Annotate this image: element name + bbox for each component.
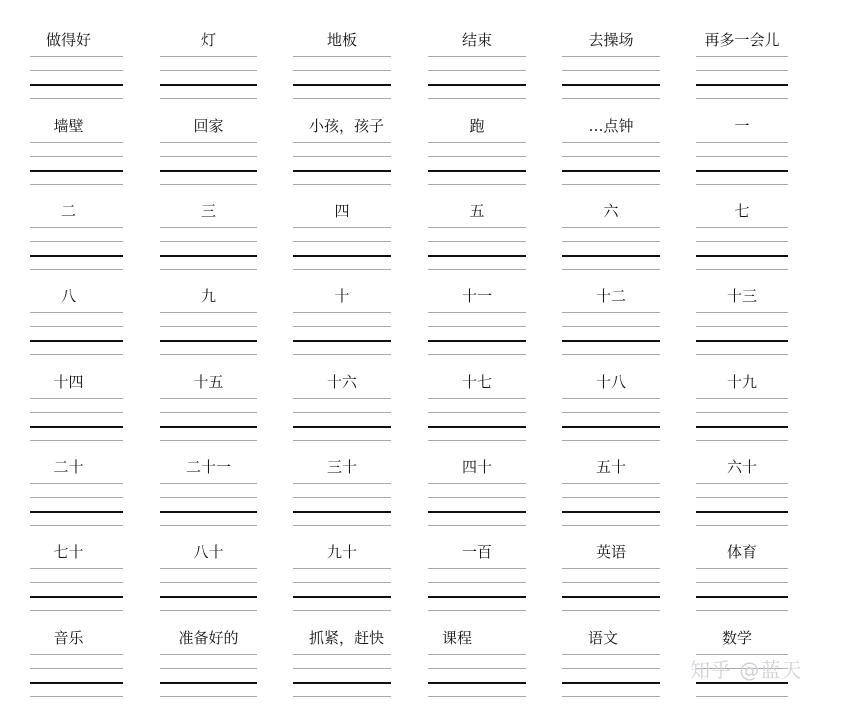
- vocab-word: 一: [734, 117, 750, 135]
- writing-line: [696, 582, 788, 583]
- vocab-cell: [696, 266, 788, 342]
- writing-line: [696, 312, 788, 313]
- writing-line: [30, 241, 123, 242]
- writing-line: [428, 170, 526, 172]
- vocab-cell: [293, 608, 391, 684]
- writing-line: [293, 56, 391, 57]
- writing-lines: [293, 398, 391, 442]
- writing-line: [562, 497, 660, 498]
- writing-line: [562, 326, 660, 327]
- writing-line: [293, 398, 391, 399]
- writing-line: [160, 682, 257, 684]
- vocab-word: 九十: [326, 543, 357, 561]
- writing-line: [30, 511, 123, 513]
- vocab-word: 二: [60, 202, 76, 220]
- writing-lines: [293, 312, 391, 356]
- writing-line: [293, 326, 391, 327]
- writing-line: [30, 255, 123, 257]
- writing-line: [428, 497, 526, 498]
- writing-line: [293, 255, 391, 257]
- writing-line: [428, 668, 526, 669]
- writing-line: [293, 70, 391, 71]
- writing-line: [696, 227, 788, 228]
- writing-lines: [696, 483, 788, 527]
- vocab-word: 十四: [53, 373, 84, 391]
- writing-lines: [562, 56, 660, 100]
- vocab-word: 数学: [722, 629, 753, 647]
- vocab-cell: [696, 437, 788, 513]
- writing-line: [696, 483, 788, 484]
- writing-line: [160, 696, 257, 697]
- vocab-word: 十六: [326, 373, 357, 391]
- vocab-cell: [696, 181, 788, 257]
- writing-line: [30, 312, 123, 313]
- writing-line: [293, 84, 391, 86]
- writing-line: [293, 227, 391, 228]
- writing-line: [30, 70, 123, 71]
- writing-lines: [160, 654, 257, 698]
- writing-line: [696, 497, 788, 498]
- writing-line: [428, 142, 526, 143]
- writing-lines: [160, 227, 257, 271]
- writing-lines: [30, 398, 123, 442]
- writing-line: [30, 56, 123, 57]
- writing-line: [428, 483, 526, 484]
- writing-lines: [562, 142, 660, 186]
- vocab-cell: [30, 96, 123, 172]
- writing-line: [30, 227, 123, 228]
- writing-line: [562, 398, 660, 399]
- writing-line: [696, 241, 788, 242]
- vocab-word: 结束: [461, 31, 492, 49]
- writing-line: [562, 582, 660, 583]
- writing-line: [562, 170, 660, 172]
- writing-lines: [160, 568, 257, 612]
- writing-lines: [293, 142, 391, 186]
- writing-lines: [293, 568, 391, 612]
- vocab-word: 英语: [595, 543, 626, 561]
- vocab-cell: [160, 96, 257, 172]
- writing-lines: [696, 142, 788, 186]
- writing-line: [293, 142, 391, 143]
- writing-line: [562, 255, 660, 257]
- writing-line: [160, 426, 257, 428]
- writing-lines: [428, 56, 526, 100]
- writing-lines: [428, 654, 526, 698]
- vocab-cell: [428, 352, 526, 428]
- vocab-word: 再多一会儿: [704, 31, 780, 49]
- vocab-word: 五: [469, 202, 485, 220]
- vocab-cell: [293, 266, 391, 342]
- vocab-cell: [293, 181, 391, 257]
- writing-lines: [562, 483, 660, 527]
- vocab-word: 墙壁: [53, 117, 84, 135]
- writing-line: [562, 340, 660, 342]
- writing-line: [562, 241, 660, 242]
- vocab-word: 课程: [442, 629, 473, 647]
- vocab-word: 小孩，孩子: [309, 117, 385, 135]
- writing-line: [30, 142, 123, 143]
- writing-line: [428, 84, 526, 86]
- writing-line: [562, 70, 660, 71]
- vocab-cell: [696, 522, 788, 598]
- writing-line: [428, 227, 526, 228]
- writing-line: [696, 326, 788, 327]
- writing-lines: [696, 398, 788, 442]
- vocab-word: 二十一: [185, 458, 231, 476]
- vocab-cell: [562, 352, 660, 428]
- writing-line: [30, 497, 123, 498]
- writing-line: [293, 156, 391, 157]
- vocab-word: 十一: [461, 287, 492, 305]
- writing-lines: [428, 568, 526, 612]
- vocab-cell: [293, 352, 391, 428]
- vocab-word: 回家: [193, 117, 224, 135]
- writing-line: [293, 312, 391, 313]
- writing-lines: [30, 568, 123, 612]
- writing-line: [293, 682, 391, 684]
- vocab-cell: [30, 437, 123, 513]
- writing-line: [696, 426, 788, 428]
- writing-line: [160, 56, 257, 57]
- writing-line: [30, 696, 123, 697]
- vocab-cell: [562, 437, 660, 513]
- writing-line: [160, 668, 257, 669]
- writing-line: [30, 682, 123, 684]
- writing-line: [562, 84, 660, 86]
- writing-line: [160, 497, 257, 498]
- writing-lines: [428, 483, 526, 527]
- writing-line: [428, 241, 526, 242]
- writing-line: [562, 412, 660, 413]
- writing-line: [160, 142, 257, 143]
- writing-lines: [428, 312, 526, 356]
- writing-line: [562, 227, 660, 228]
- writing-line: [562, 668, 660, 669]
- writing-line: [562, 682, 660, 684]
- writing-line: [160, 255, 257, 257]
- writing-line: [293, 241, 391, 242]
- vocab-cell: [30, 522, 123, 598]
- vocab-cell: [160, 352, 257, 428]
- vocab-word: 十: [334, 287, 350, 305]
- writing-line: [696, 255, 788, 257]
- writing-line: [562, 156, 660, 157]
- writing-lines: [428, 227, 526, 271]
- writing-line: [293, 340, 391, 342]
- writing-line: [160, 312, 257, 313]
- writing-line: [160, 596, 257, 598]
- writing-lines: [293, 227, 391, 271]
- vocab-word: 去操场: [588, 31, 634, 49]
- vocab-cell: [428, 608, 526, 684]
- writing-line: [160, 483, 257, 484]
- writing-line: [160, 340, 257, 342]
- vocab-cell: [428, 181, 526, 257]
- writing-line: [428, 696, 526, 697]
- writing-line: [696, 56, 788, 57]
- writing-lines: [293, 654, 391, 698]
- vocab-cell: [293, 437, 391, 513]
- writing-line: [562, 56, 660, 57]
- writing-line: [293, 596, 391, 598]
- vocab-cell: [428, 522, 526, 598]
- writing-line: [160, 568, 257, 569]
- vocab-cell: [562, 266, 660, 342]
- writing-line: [30, 568, 123, 569]
- writing-line: [293, 497, 391, 498]
- vocab-word: 七十: [53, 543, 84, 561]
- writing-line: [30, 668, 123, 669]
- writing-line: [293, 170, 391, 172]
- writing-line: [696, 696, 788, 697]
- writing-line: [160, 412, 257, 413]
- vocab-word: 六十: [726, 458, 757, 476]
- vocab-cell: [30, 10, 123, 86]
- writing-line: [428, 511, 526, 513]
- vocab-word: 十八: [595, 373, 626, 391]
- writing-lines: [30, 227, 123, 271]
- writing-line: [696, 84, 788, 86]
- vocab-word: 灯: [200, 31, 216, 49]
- writing-line: [696, 568, 788, 569]
- vocab-cell: [293, 96, 391, 172]
- writing-line: [428, 568, 526, 569]
- vocab-word: 四: [334, 202, 350, 220]
- writing-line: [428, 398, 526, 399]
- vocab-cell: [428, 437, 526, 513]
- vocab-cell: [562, 10, 660, 86]
- vocab-word: 语文: [588, 629, 619, 647]
- writing-line: [160, 582, 257, 583]
- writing-line: [428, 156, 526, 157]
- vocab-word: 做得好: [45, 31, 91, 49]
- writing-line: [562, 483, 660, 484]
- writing-line: [428, 326, 526, 327]
- writing-line: [293, 426, 391, 428]
- vocab-word: 三: [200, 202, 216, 220]
- vocab-word: …点钟: [588, 117, 634, 135]
- writing-lines: [696, 56, 788, 100]
- writing-line: [696, 596, 788, 598]
- writing-line: [696, 398, 788, 399]
- writing-line: [562, 511, 660, 513]
- writing-line: [562, 654, 660, 655]
- writing-line: [562, 568, 660, 569]
- writing-lines: [30, 654, 123, 698]
- vocab-cell: [160, 181, 257, 257]
- vocab-cell: [160, 266, 257, 342]
- writing-line: [160, 398, 257, 399]
- vocab-cell: [30, 181, 123, 257]
- writing-line: [30, 654, 123, 655]
- vocab-cell: [30, 608, 123, 684]
- vocab-word: 音乐: [53, 629, 84, 647]
- vocab-word: 八十: [193, 543, 224, 561]
- writing-line: [562, 426, 660, 428]
- writing-lines: [160, 56, 257, 100]
- vocab-word: 十九: [726, 373, 757, 391]
- writing-line: [428, 312, 526, 313]
- vocab-word: 准备好的: [178, 629, 239, 647]
- writing-lines: [696, 227, 788, 271]
- vocab-cell: [30, 266, 123, 342]
- writing-line: [428, 682, 526, 684]
- writing-lines: [160, 312, 257, 356]
- writing-line: [160, 227, 257, 228]
- writing-line: [160, 170, 257, 172]
- writing-line: [428, 654, 526, 655]
- vocab-word: 四十: [461, 458, 492, 476]
- vocab-cell: [428, 96, 526, 172]
- writing-lines: [30, 56, 123, 100]
- writing-line: [696, 142, 788, 143]
- writing-lines: [30, 483, 123, 527]
- writing-lines: [696, 312, 788, 356]
- writing-line: [30, 398, 123, 399]
- vocab-word: 地板: [326, 31, 357, 49]
- writing-line: [428, 340, 526, 342]
- writing-line: [160, 326, 257, 327]
- writing-line: [293, 511, 391, 513]
- writing-line: [696, 156, 788, 157]
- vocab-cell: [160, 437, 257, 513]
- writing-line: [30, 582, 123, 583]
- writing-lines: [562, 654, 660, 698]
- writing-line: [428, 582, 526, 583]
- vocab-cell: [428, 266, 526, 342]
- vocab-word: 十七: [461, 373, 492, 391]
- writing-lines: [562, 312, 660, 356]
- writing-line: [30, 596, 123, 598]
- vocab-cell: [562, 96, 660, 172]
- vocab-word: 十五: [193, 373, 224, 391]
- writing-lines: [160, 398, 257, 442]
- writing-lines: [30, 142, 123, 186]
- vocab-cell: [696, 96, 788, 172]
- vocab-word: 三十: [326, 458, 357, 476]
- writing-line: [30, 483, 123, 484]
- writing-line: [696, 70, 788, 71]
- writing-line: [160, 511, 257, 513]
- writing-lines: [30, 312, 123, 356]
- writing-lines: [562, 227, 660, 271]
- writing-line: [696, 412, 788, 413]
- watermark: 知乎 @蓝天: [690, 658, 803, 682]
- writing-line: [428, 255, 526, 257]
- writing-line: [428, 70, 526, 71]
- writing-line: [160, 241, 257, 242]
- writing-lines: [160, 483, 257, 527]
- vocab-cell: [696, 10, 788, 86]
- vocab-word: 体育: [726, 543, 757, 561]
- writing-line: [293, 483, 391, 484]
- vocab-cell: [562, 522, 660, 598]
- writing-line: [160, 654, 257, 655]
- vocab-word: 抓紧，赶快: [309, 629, 385, 647]
- vocab-word: 十三: [726, 287, 757, 305]
- writing-lines: [696, 568, 788, 612]
- writing-line: [428, 412, 526, 413]
- vocab-cell: [160, 608, 257, 684]
- vocab-word: 十二: [595, 287, 626, 305]
- vocab-word: 五十: [595, 458, 626, 476]
- writing-line: [30, 326, 123, 327]
- writing-line: [696, 340, 788, 342]
- vocab-cell: [562, 608, 660, 684]
- writing-line: [428, 596, 526, 598]
- vocab-word: 六: [603, 202, 619, 220]
- writing-line: [160, 70, 257, 71]
- writing-line: [562, 596, 660, 598]
- vocab-cell: [428, 10, 526, 86]
- writing-line: [696, 511, 788, 513]
- writing-line: [293, 582, 391, 583]
- writing-line: [562, 142, 660, 143]
- writing-line: [293, 696, 391, 697]
- writing-lines: [293, 483, 391, 527]
- vocab-cell: [160, 10, 257, 86]
- vocab-word: 七: [734, 202, 750, 220]
- vocab-word: 跑: [469, 117, 485, 135]
- writing-lines: [562, 568, 660, 612]
- vocab-cell: [160, 522, 257, 598]
- writing-line: [696, 170, 788, 172]
- writing-lines: [160, 142, 257, 186]
- writing-line: [160, 156, 257, 157]
- writing-line: [293, 668, 391, 669]
- writing-line: [428, 426, 526, 428]
- writing-line: [30, 426, 123, 428]
- writing-lines: [428, 398, 526, 442]
- vocab-cell: [562, 181, 660, 257]
- writing-line: [428, 56, 526, 57]
- writing-lines: [428, 142, 526, 186]
- writing-line: [562, 312, 660, 313]
- vocab-cell: [293, 522, 391, 598]
- vocab-word: 八: [60, 287, 76, 305]
- writing-line: [293, 654, 391, 655]
- writing-line: [562, 696, 660, 697]
- writing-line: [293, 412, 391, 413]
- vocab-word: 二十: [53, 458, 84, 476]
- writing-line: [293, 568, 391, 569]
- vocab-cell: [696, 352, 788, 428]
- vocab-cell: [30, 352, 123, 428]
- vocab-word: 一百: [461, 543, 492, 561]
- writing-line: [30, 170, 123, 172]
- writing-lines: [293, 56, 391, 100]
- writing-line: [30, 156, 123, 157]
- writing-line: [30, 84, 123, 86]
- writing-line: [160, 84, 257, 86]
- writing-lines: [562, 398, 660, 442]
- writing-line: [30, 340, 123, 342]
- vocab-cell: [293, 10, 391, 86]
- writing-line: [30, 412, 123, 413]
- vocab-word: 九: [200, 287, 216, 305]
